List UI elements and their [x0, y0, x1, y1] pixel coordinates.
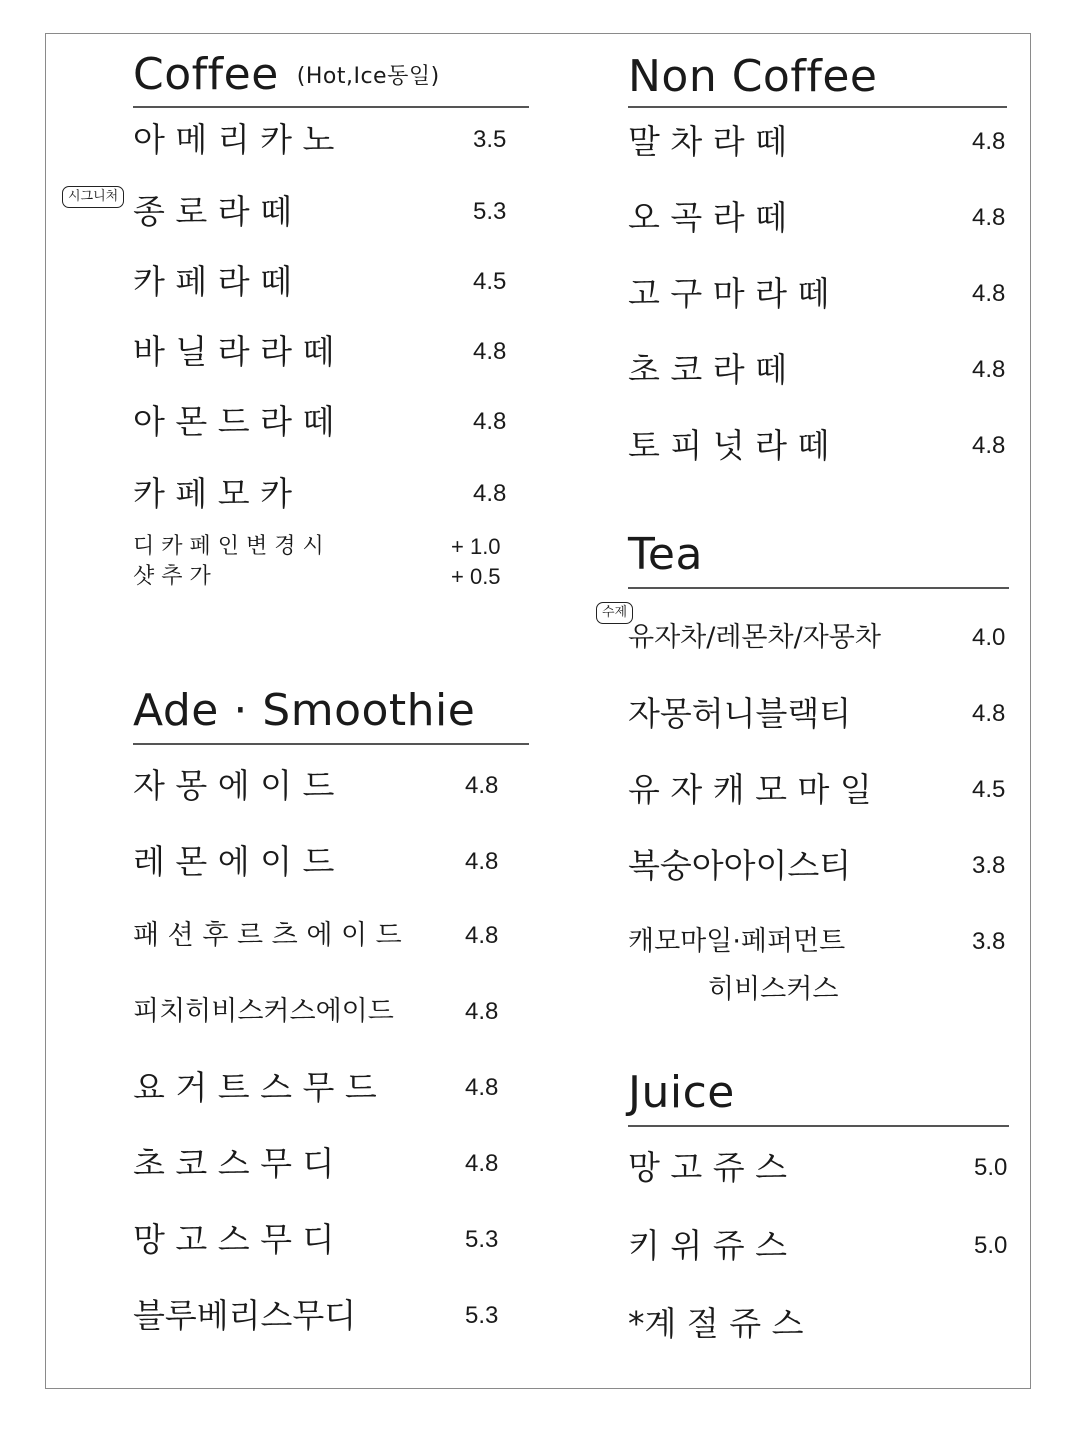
menu-item-row: [133, 1220, 529, 1260]
menu-item-row: [133, 1296, 529, 1336]
juice-rule: [628, 1125, 1009, 1127]
menu-item-row: [133, 332, 529, 372]
menu-item-name: 초 코 스 무 디: [133, 1144, 335, 1183]
menu-item-row: [628, 770, 1009, 810]
menu-item-price: 5.0: [974, 1232, 1008, 1259]
menu-item-row: [133, 1144, 529, 1184]
menu-item-price: 4.8: [473, 480, 507, 507]
menu-item-row: [133, 262, 529, 302]
shot-option-label: 샷 추 가: [133, 564, 211, 589]
coffee-note: (Hot,Ice동일): [296, 64, 440, 89]
menu-item-name: 요 거 트 스 무 드: [133, 1068, 377, 1107]
menu-item-price: 4.8: [465, 772, 499, 799]
signature-badge: 시그니처: [62, 186, 124, 208]
menu-item-name: 자 몽 에 이 드: [133, 766, 335, 805]
menu-item-name: 카 페 라 떼: [133, 262, 292, 301]
menu-item-row: [133, 474, 529, 514]
menu-item-price: 4.8: [972, 432, 1006, 459]
coffee-section-title: [133, 50, 440, 102]
menu-item-name: 고 구 마 라 떼: [628, 274, 830, 313]
menu-item-price: 4.8: [465, 998, 499, 1025]
menu-item-name: 패 션 후 르 츠 에 이 드: [133, 920, 402, 951]
menu-item-row: [628, 618, 1009, 658]
menu-item-name: 유 자 캐 모 마 일: [628, 770, 872, 809]
menu-item-name: 유자차/레몬차/자몽차: [628, 622, 881, 653]
menu-item-price: 4.8: [972, 356, 1006, 383]
ade-smoothie-section-title: Ade · Smoothie: [133, 685, 476, 736]
menu-item-price: 4.0: [972, 624, 1006, 651]
menu-item-row: [628, 694, 1009, 734]
menu-item-name: 아 몬 드 라 떼: [133, 402, 335, 441]
menu-item-row: [628, 350, 1009, 390]
decaf-option-label: 디 카 페 인 변 경 시: [133, 534, 324, 559]
menu-item-price: 4.8: [972, 280, 1006, 307]
menu-item-name: 망 고 쥬 스: [628, 1148, 787, 1187]
menu-item-row: [133, 192, 529, 232]
menu-item-name: 종 로 라 떼: [133, 192, 292, 231]
menu-item-price: 5.3: [465, 1302, 499, 1329]
menu-item-name: 말 차 라 떼: [628, 122, 787, 161]
menu-item-row: [133, 120, 529, 160]
menu-item-price: 5.3: [473, 198, 507, 225]
menu-item-row: [133, 1068, 529, 1108]
menu-item-price: 4.5: [473, 268, 507, 295]
menu-item-price: 4.8: [465, 1074, 499, 1101]
menu-item-name: 복숭아아이스티: [628, 846, 852, 885]
menu-item-name: 망 고 스 무 디: [133, 1220, 335, 1259]
menu-item-row: [628, 122, 1009, 162]
menu-item-row: [628, 846, 1009, 886]
menu-item-name: 피치히비스커스에이드: [133, 996, 394, 1027]
menu-item-row: [628, 1148, 1009, 1188]
menu-item-price: 3.8: [972, 852, 1006, 879]
menu-item-price: 5.0: [974, 1154, 1008, 1181]
menu-item-row: [628, 274, 1009, 314]
ade-smoothie-rule: [133, 743, 529, 745]
menu-item-row: [133, 402, 529, 442]
menu-item-name: 바 닐 라 라 떼: [133, 332, 335, 371]
menu-item-price: 4.8: [972, 128, 1006, 155]
menu-item-name: 오 곡 라 떼: [628, 198, 787, 237]
non-coffee-section-title: Non Coffee: [628, 51, 878, 102]
menu-item-name: 레 몬 에 이 드: [133, 842, 335, 881]
non-coffee-rule: [628, 106, 1007, 108]
tea-section-title: Tea: [628, 529, 703, 580]
menu-item-name: 아 메 리 카 노: [133, 120, 335, 159]
menu-item-name: 카 페 모 카: [133, 474, 292, 513]
menu-item-price: 4.8: [972, 204, 1006, 231]
menu-item-row: [628, 1304, 1009, 1344]
menu-item-price: 4.8: [465, 922, 499, 949]
menu-item-price: 4.8: [473, 338, 507, 365]
menu-item-name: *계 절 쥬 스: [628, 1304, 804, 1343]
juice-section-title: Juice: [628, 1067, 735, 1118]
menu-item-price: 4.5: [972, 776, 1006, 803]
menu-item-price: 4.8: [465, 848, 499, 875]
menu-item-name: 캐모마일·페퍼먼트: [628, 926, 846, 957]
menu-item-row: [133, 842, 529, 882]
menu-item-price: 4.8: [972, 700, 1006, 727]
menu-item-row: [628, 922, 1009, 962]
coffee-rule: [133, 106, 529, 108]
tea-rule: [628, 587, 1009, 589]
decaf-option-price: + 1.0: [451, 534, 501, 559]
menu-item-name: 블루베리스무디: [133, 1296, 357, 1335]
menu-item-price: 3.8: [972, 928, 1006, 955]
menu-item-row: [133, 992, 529, 1032]
menu-item-row: [133, 766, 529, 806]
menu-item-name: 키 위 쥬 스: [628, 1226, 787, 1265]
coffee-title: Coffee: [133, 49, 279, 100]
menu-item-name: 토 피 넛 라 떼: [628, 426, 830, 465]
menu-item-name-line2: 히비스커스: [708, 974, 839, 1005]
menu-item-price: 5.3: [465, 1226, 499, 1253]
menu-item-price: 3.5: [473, 126, 507, 153]
shot-option-price: + 0.5: [451, 564, 501, 589]
menu-item-price: 4.8: [473, 408, 507, 435]
handmade-badge: 수제: [596, 602, 633, 624]
menu-item-row: [628, 1226, 1009, 1266]
menu-item-row: [133, 916, 529, 956]
menu-item-name: 자몽허니블랙티: [628, 694, 852, 733]
menu-item-row: [628, 198, 1009, 238]
menu-item-price: 4.8: [465, 1150, 499, 1177]
menu-item-name: 초 코 라 떼: [628, 350, 787, 389]
menu-item-row: [628, 426, 1009, 466]
